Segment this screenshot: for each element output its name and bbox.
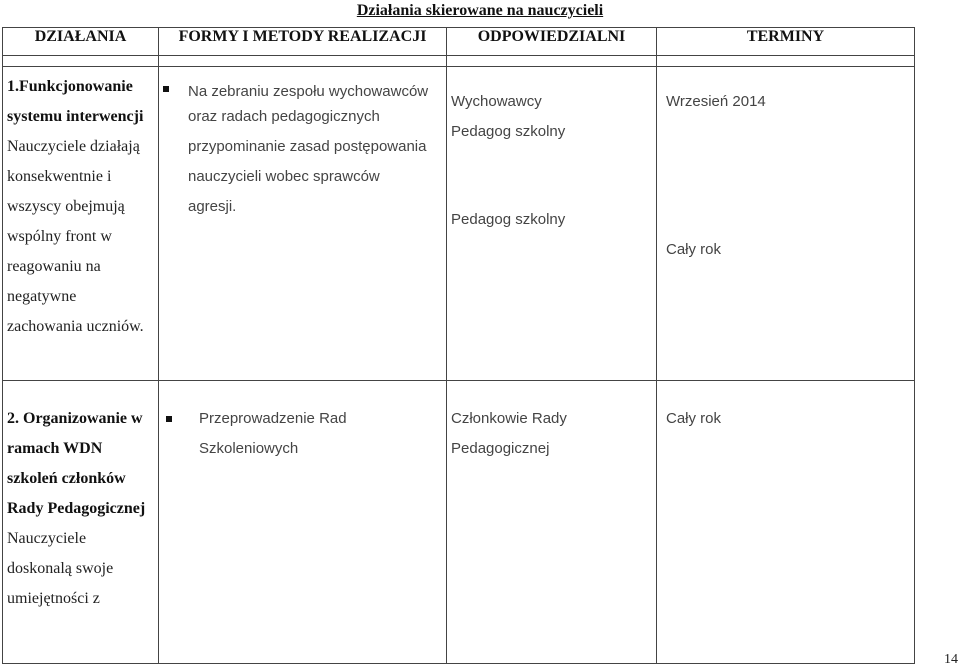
responsible-line: Pedagog szkolny <box>451 123 566 140</box>
table-header-row <box>3 28 915 56</box>
method-line: Na zebraniu zespołu wychowawców <box>188 83 429 100</box>
header-methods: FORMY I METODY REALIZACJI <box>159 28 447 56</box>
action-line: 2. Organizowanie w <box>7 410 143 427</box>
action-line: zachowania uczniów. <box>7 318 144 335</box>
action-line: systemu interwencji <box>7 108 144 125</box>
actions-table <box>2 27 915 664</box>
bullet-square-icon <box>163 86 169 92</box>
action-line: konsekwentnie i <box>7 168 112 185</box>
term-line: Cały rok <box>666 241 722 258</box>
responsible-cell <box>447 67 657 381</box>
spacer-row <box>3 56 915 67</box>
action-line: wszyscy obejmują <box>7 198 125 215</box>
term-cell <box>657 67 915 381</box>
action-line: ramach WDN <box>7 440 103 457</box>
action-cell <box>3 381 159 664</box>
responsible-line: Pedagogicznej <box>451 440 550 457</box>
term-line: Cały rok <box>666 410 722 427</box>
method-line: przypominanie zasad postępowania <box>188 138 427 155</box>
table-row <box>3 381 915 664</box>
action-cell <box>3 67 159 381</box>
action-line: umiejętności z <box>7 590 100 607</box>
action-line: wspólny front w <box>7 228 112 245</box>
term-line: Wrzesień 2014 <box>666 93 766 110</box>
header-terms: TERMINY <box>657 28 915 56</box>
method-cell <box>159 381 447 664</box>
action-line: reagowaniu na <box>7 258 101 275</box>
responsible-line: Członkowie Rady <box>451 410 567 427</box>
responsible-cell <box>447 381 657 664</box>
method-line: nauczycieli wobec sprawców <box>188 168 380 185</box>
action-line: Rady Pedagogicznej <box>7 500 146 517</box>
method-line: agresji. <box>188 198 237 215</box>
header-responsible: ODPOWIEDZIALNI <box>447 28 657 56</box>
page-number: 14 <box>944 652 958 667</box>
document-title: Działania skierowane na nauczycieli <box>356 2 604 19</box>
action-line: doskonalą swoje <box>7 560 114 577</box>
method-line: oraz radach pedagogicznych <box>188 108 380 125</box>
bullet-square-icon <box>166 416 172 422</box>
responsible-line: Pedagog szkolny <box>451 211 566 228</box>
action-line: 1.Funkcjonowanie <box>7 78 133 95</box>
method-cell <box>159 67 447 381</box>
action-line: Nauczyciele działają <box>7 138 140 155</box>
action-line: negatywne <box>7 288 77 305</box>
action-line: szkoleń członków <box>7 470 126 487</box>
term-cell <box>657 381 915 664</box>
method-line: Szkoleniowych <box>199 440 299 457</box>
header-actions: DZIAŁANIA <box>3 28 159 56</box>
responsible-line: Wychowawcy <box>451 93 542 110</box>
method-line: Przeprowadzenie Rad <box>199 410 347 427</box>
action-line: Nauczyciele <box>7 530 87 547</box>
table-row <box>3 67 915 381</box>
